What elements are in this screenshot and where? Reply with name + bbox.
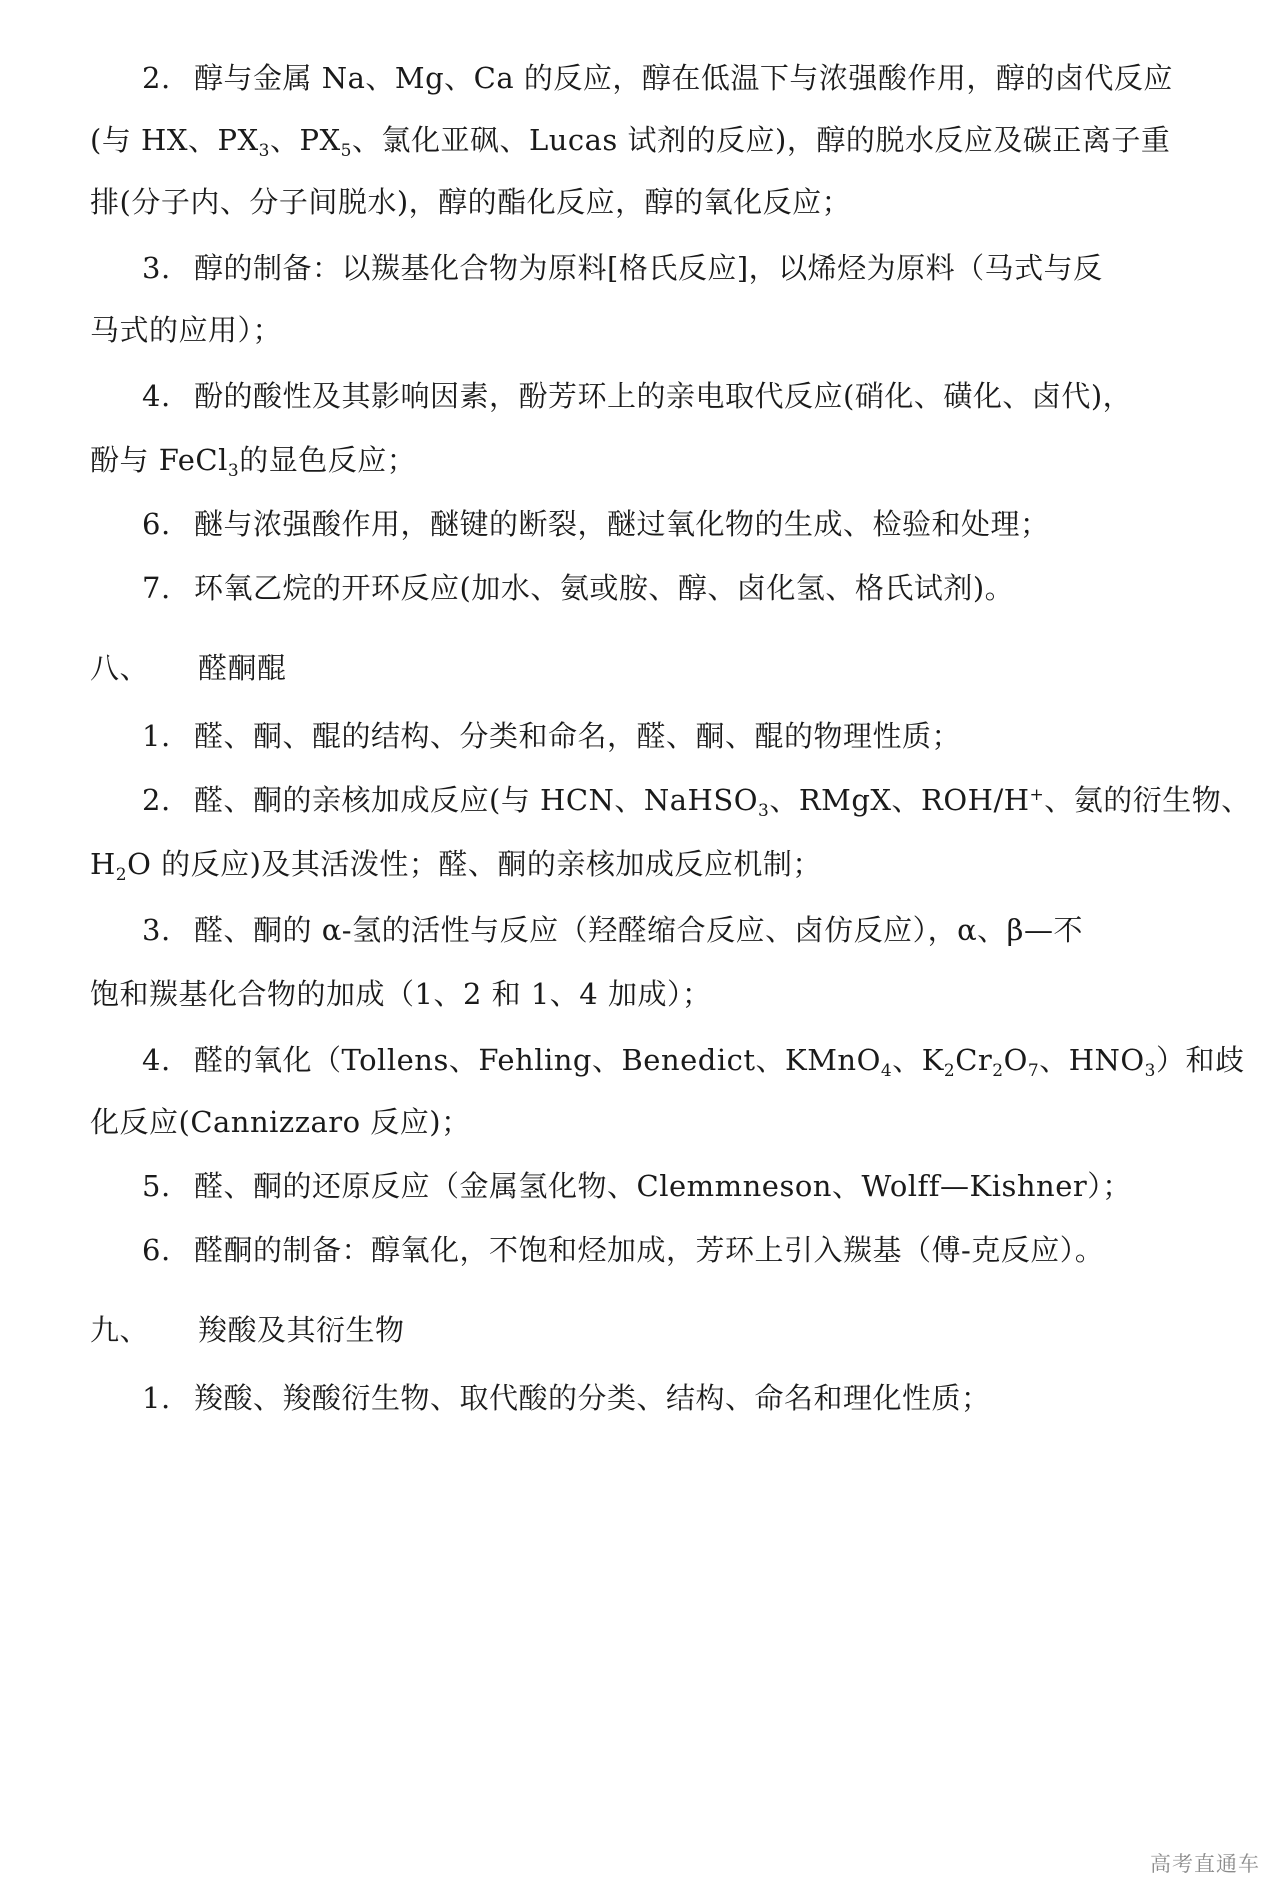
- text-segment: 醛的氧化（Tollens、Fehling、Benedict、KMnO: [194, 1043, 881, 1077]
- section-number: 八、: [90, 651, 150, 685]
- section-heading-9: [90, 1310, 1180, 1350]
- item-text: 排(分子内、分子间脱水)，醇的酯化反应，醇的氧化反应；: [90, 185, 852, 219]
- item-text: 醛、酮、醌的结构、分类和命名，醛、酮、醌的物理性质；: [194, 719, 962, 753]
- item-number: 7.: [142, 571, 171, 605]
- subscript: 7: [1027, 1061, 1040, 1081]
- aldehyde-oxidation-line-2: [90, 1102, 1180, 1142]
- alcohol-reactions-line-1: [90, 58, 1180, 98]
- ether-reactions-line: [90, 504, 1180, 544]
- alpha-hydrogen-line-1: [90, 910, 1180, 950]
- reduction-line: [90, 1166, 1180, 1206]
- phenol-acidity-line-1: [90, 376, 1180, 416]
- carboxylic-acid-line: [90, 1378, 1180, 1418]
- text-segment: H: [90, 847, 116, 881]
- aldehyde-oxidation-line-1: [90, 1040, 1245, 1081]
- text-segment: O: [1003, 1043, 1028, 1077]
- item-number: 1.: [142, 1381, 171, 1415]
- section-title: 醛酮醌: [198, 651, 287, 685]
- item-text: 化反应(Cannizzaro 反应)；: [90, 1105, 471, 1139]
- superscript: +: [1029, 785, 1045, 805]
- text-segment: O 的反应)及其活泼性；醛、酮的亲核加成反应机制；: [127, 847, 822, 881]
- item-text: 饱和羰基化合物的加成（1、2 和 1、4 加成）；: [90, 977, 712, 1011]
- text-segment: 、氨的衍生物、: [1044, 783, 1251, 817]
- item-text: 醇与金属 Na、Mg、Ca 的反应，醇在低温下与浓强酸作用，醇的卤代反应: [194, 61, 1173, 95]
- item-number: 6.: [142, 1233, 171, 1267]
- subscript: 3: [258, 141, 270, 161]
- text-segment: 酚与 FeCl: [90, 443, 228, 477]
- text-segment: Cr: [955, 1043, 993, 1077]
- item-text: 醛酮的制备：醇氧化，不饱和烃加成，芳环上引入羰基（傅-克反应）。: [194, 1233, 1105, 1267]
- subscript: 5: [340, 141, 352, 161]
- subscript: 3: [757, 801, 770, 821]
- nucleophilic-addition-line-2: [90, 844, 1180, 884]
- item-number: 3.: [142, 251, 171, 285]
- text-segment: 、K: [892, 1043, 944, 1077]
- item-text: 醇的制备：以羰基化合物为原料[格氏反应]，以烯烃为原料（马式与反: [194, 251, 1103, 285]
- alcohol-preparation-line-1: [90, 248, 1180, 288]
- text-segment: 、RMgX、ROH/H: [769, 783, 1030, 817]
- nucleophilic-addition-line-1: [90, 780, 1251, 821]
- phenol-acidity-line-2: [90, 440, 1180, 480]
- text-segment: 醛、酮的亲核加成反应(与 HCN、NaHSO: [194, 783, 758, 817]
- aldehyde-ketone-preparation-line: [90, 1230, 1180, 1270]
- item-text: 环氧乙烷的开环反应(加水、氨或胺、醇、卤化氢、格氏试剂)。: [194, 571, 1015, 605]
- text-segment: 、HNO: [1039, 1043, 1145, 1077]
- subscript: 2: [115, 865, 128, 885]
- text-segment: 的显色反应；: [239, 443, 417, 477]
- text-segment: 、氯化亚砜、Lucas 试剂的反应)，醇的脱水反应及碳正离子重: [351, 123, 1171, 157]
- item-number: 2.: [142, 61, 171, 95]
- subscript: 3: [227, 461, 240, 481]
- carbonyl-structure-line: [90, 716, 1180, 756]
- item-number: 3.: [142, 913, 171, 947]
- watermark: 高考直通车: [1150, 1852, 1260, 1876]
- section-number: 九、: [90, 1313, 150, 1347]
- item-text: 醚与浓强酸作用，醚键的断裂，醚过氧化物的生成、检验和处理；: [194, 507, 1050, 541]
- alpha-hydrogen-line-2: [90, 974, 1180, 1014]
- item-text: 羧酸、羧酸衍生物、取代酸的分类、结构、命名和理化性质；: [194, 1381, 991, 1415]
- subscript: 3: [1144, 1061, 1156, 1081]
- item-text: 马式的应用）；: [90, 313, 283, 347]
- item-text: 醛、酮的 α-氢的活性与反应（羟醛缩合反应、卤仿反应），α、β—不: [194, 913, 1083, 947]
- item-number: 2.: [142, 783, 171, 817]
- alcohol-preparation-line-2: [90, 310, 1180, 350]
- item-number: 4.: [142, 379, 171, 413]
- item-text: 酚的酸性及其影响因素，酚芳环上的亲电取代反应(硝化、磺化、卤代)，: [194, 379, 1133, 413]
- epoxide-line: [90, 568, 1180, 608]
- subscript: 2: [943, 1061, 956, 1081]
- alcohol-reactions-line-3: [90, 182, 1180, 222]
- text-segment: ）和歧: [1155, 1043, 1245, 1077]
- section-title: 羧酸及其衍生物: [198, 1313, 405, 1347]
- subscript: 2: [992, 1061, 1004, 1081]
- item-text: 醛、酮的还原反应（金属氢化物、Clemmneson、Wolff—Kishner）；: [194, 1169, 1132, 1203]
- section-heading-8: [90, 648, 1180, 688]
- item-number: 1.: [142, 719, 171, 753]
- text-segment: 、PX: [269, 123, 341, 157]
- item-number: 6.: [142, 507, 171, 541]
- text-segment: (与 HX、PX: [90, 123, 259, 157]
- item-number: 5.: [142, 1169, 171, 1203]
- alcohol-reactions-line-2: [90, 120, 1180, 160]
- item-number: 4.: [142, 1043, 171, 1077]
- subscript: 4: [880, 1061, 893, 1081]
